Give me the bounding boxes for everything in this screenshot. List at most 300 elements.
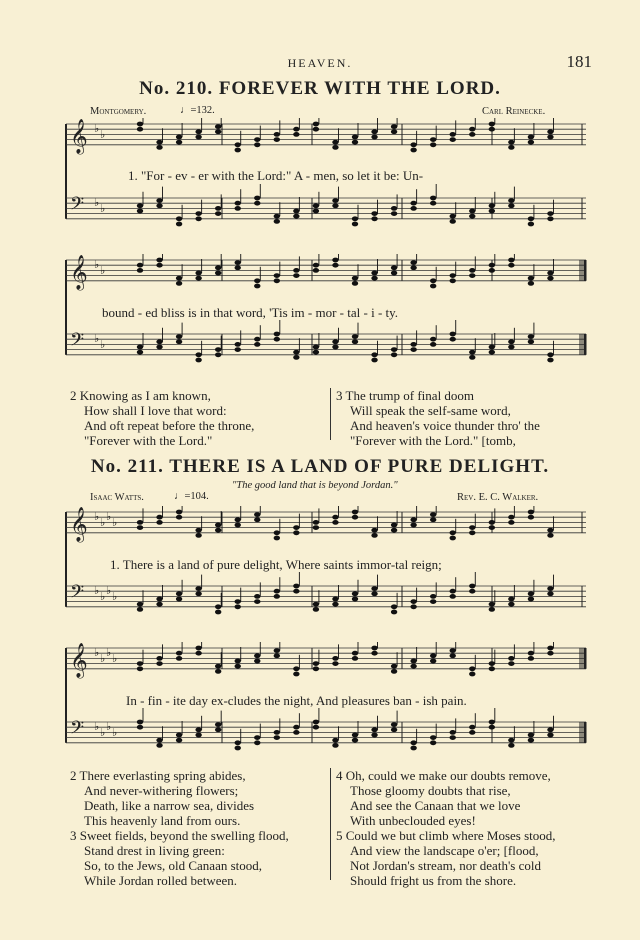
note-head xyxy=(508,140,514,145)
note-head xyxy=(547,352,553,357)
note-head xyxy=(156,345,162,350)
verse-line: With unbeclouded eyes! xyxy=(350,813,476,828)
note-head xyxy=(195,727,201,732)
note-head xyxy=(235,260,241,265)
verse-line: "Forever with the Lord." [tomb, xyxy=(350,433,516,448)
note-head xyxy=(176,656,182,661)
note-head xyxy=(254,337,260,342)
note-head xyxy=(176,651,182,656)
note-head xyxy=(450,219,456,224)
note-head xyxy=(313,525,319,530)
flat-sign: ♭ xyxy=(100,652,106,665)
note-head xyxy=(137,203,143,208)
flat-sign: ♭ xyxy=(100,516,106,529)
note-head xyxy=(274,730,280,735)
note-head xyxy=(489,666,495,671)
note-head xyxy=(313,263,319,268)
note-head xyxy=(391,727,397,732)
note-head xyxy=(274,273,280,278)
note-head xyxy=(489,209,495,214)
bass-clef-icon: 𝄢 xyxy=(70,718,85,743)
note-head xyxy=(195,533,201,538)
note-head xyxy=(235,342,241,347)
note-head xyxy=(235,746,241,751)
note-head xyxy=(469,355,475,360)
verse-line: And heaven's voice thunder thro' the xyxy=(350,418,540,433)
note-head xyxy=(410,265,416,270)
note-head xyxy=(137,122,143,127)
note-head xyxy=(371,276,377,281)
note-head xyxy=(176,738,182,743)
verse-line: Will speak the self-same word, xyxy=(350,403,511,418)
note-head xyxy=(352,216,358,221)
verse-line: 2 Knowing as I am known, xyxy=(70,388,211,403)
bass-clef-icon: 𝄢 xyxy=(70,330,85,355)
note-head xyxy=(235,142,241,147)
note-head xyxy=(235,148,241,153)
note-head xyxy=(450,536,456,541)
hymn-211-verse-4 xyxy=(336,768,551,828)
note-head xyxy=(293,127,299,132)
note-head xyxy=(176,339,182,344)
note-head xyxy=(391,206,397,211)
note-head xyxy=(410,347,416,352)
note-head xyxy=(352,656,358,661)
note-head xyxy=(176,222,182,227)
note-head xyxy=(215,722,221,727)
note-head xyxy=(410,523,416,528)
note-head xyxy=(332,203,338,208)
note-head xyxy=(547,533,553,538)
note-head xyxy=(450,653,456,658)
note-head xyxy=(528,651,534,656)
note-head xyxy=(293,666,299,671)
note-head xyxy=(332,140,338,145)
note-head xyxy=(352,597,358,602)
note-head xyxy=(332,345,338,350)
note-head xyxy=(156,145,162,150)
note-head xyxy=(195,586,201,591)
note-head xyxy=(215,528,221,533)
note-head xyxy=(235,265,241,270)
note-head xyxy=(391,265,397,270)
note-head xyxy=(547,271,553,276)
note-head xyxy=(547,528,553,533)
note-head xyxy=(137,607,143,612)
note-head xyxy=(313,725,319,730)
note-head xyxy=(313,520,319,525)
note-head xyxy=(156,743,162,748)
treble-clef-icon: 𝄞 xyxy=(70,643,88,678)
note-head xyxy=(235,201,241,206)
note-head xyxy=(215,669,221,674)
note-head xyxy=(489,122,495,127)
note-head xyxy=(293,730,299,735)
note-head xyxy=(450,332,456,337)
verse-line: Death, like a narrow sea, divides xyxy=(84,798,255,813)
note-head xyxy=(547,129,553,134)
note-head xyxy=(254,137,260,142)
note-head xyxy=(489,725,495,730)
flat-sign: ♭ xyxy=(106,646,112,659)
note-head xyxy=(332,738,338,743)
note-head xyxy=(352,510,358,515)
note-head xyxy=(450,730,456,735)
note-head xyxy=(137,350,143,355)
note-head xyxy=(195,528,201,533)
note-head xyxy=(274,536,280,541)
note-head xyxy=(274,648,280,653)
note-head xyxy=(332,661,338,666)
note-head xyxy=(469,268,475,273)
note-head xyxy=(469,672,475,677)
note-head xyxy=(215,347,221,352)
note-head xyxy=(469,350,475,355)
note-head xyxy=(137,525,143,530)
note-head xyxy=(195,352,201,357)
treble-clef-icon: 𝄞 xyxy=(70,507,88,542)
hymn-211-epigraph: "The good land that is beyond Jordan." xyxy=(232,480,398,491)
note-head xyxy=(332,198,338,203)
note-head xyxy=(293,214,299,219)
note-head xyxy=(156,140,162,145)
note-head xyxy=(352,334,358,339)
note-head xyxy=(391,211,397,216)
note-head xyxy=(371,591,377,596)
note-head xyxy=(469,132,475,137)
hymn-210-verse-3 xyxy=(336,388,540,448)
note-head xyxy=(547,211,553,216)
note-head xyxy=(254,278,260,283)
note-head xyxy=(450,137,456,142)
flat-sign: ♭ xyxy=(94,510,100,523)
note-head xyxy=(469,589,475,594)
note-head xyxy=(508,145,514,150)
note-head xyxy=(274,735,280,740)
note-head xyxy=(195,211,201,216)
note-head xyxy=(410,604,416,609)
note-head xyxy=(508,203,514,208)
note-head xyxy=(274,137,280,142)
note-head xyxy=(332,520,338,525)
note-head xyxy=(176,216,182,221)
note-head xyxy=(235,604,241,609)
note-head xyxy=(156,515,162,520)
note-head xyxy=(450,337,456,342)
note-head xyxy=(137,209,143,214)
note-head xyxy=(547,586,553,591)
note-head xyxy=(215,271,221,276)
note-head xyxy=(313,661,319,666)
note-head xyxy=(137,720,143,725)
note-head xyxy=(489,203,495,208)
note-head xyxy=(332,258,338,263)
note-head xyxy=(274,278,280,283)
bass-clef-icon: 𝄢 xyxy=(70,582,85,607)
verse-line: 4 Oh, could we make our doubts remove, xyxy=(336,768,551,783)
note-head xyxy=(547,135,553,140)
note-head xyxy=(450,735,456,740)
note-head xyxy=(254,735,260,740)
note-head xyxy=(410,664,416,669)
note-head xyxy=(254,659,260,664)
note-head xyxy=(176,281,182,286)
verse-divider xyxy=(330,768,331,880)
note-head xyxy=(528,738,534,743)
note-head xyxy=(195,135,201,140)
note-head xyxy=(410,599,416,604)
note-head xyxy=(332,515,338,520)
verse-line: 2 There everlasting spring abides, xyxy=(70,768,246,783)
hymn-211-verse-3 xyxy=(70,828,289,888)
note-head xyxy=(528,656,534,661)
note-head xyxy=(371,727,377,732)
note-head xyxy=(450,530,456,535)
note-head xyxy=(332,743,338,748)
note-head xyxy=(195,651,201,656)
note-head xyxy=(391,528,397,533)
note-head xyxy=(489,345,495,350)
flat-sign: ♭ xyxy=(94,332,100,345)
note-head xyxy=(489,602,495,607)
hymn-210-lyrics-2: bound - ed bliss is in that word, 'Tis im - mor - tal - i - ty. xyxy=(102,305,399,320)
note-head xyxy=(469,273,475,278)
note-head xyxy=(469,584,475,589)
verse-line: 3 The trump of final doom xyxy=(336,388,475,403)
note-head xyxy=(352,339,358,344)
note-head xyxy=(352,222,358,227)
note-head xyxy=(371,646,377,651)
hymn-210-verse-2 xyxy=(70,388,254,448)
note-head xyxy=(528,222,534,227)
note-head xyxy=(352,591,358,596)
note-head xyxy=(391,129,397,134)
note-head xyxy=(293,525,299,530)
note-head xyxy=(469,525,475,530)
note-head xyxy=(176,515,182,520)
note-head xyxy=(391,604,397,609)
note-head xyxy=(371,733,377,738)
note-head xyxy=(215,604,221,609)
note-head xyxy=(313,209,319,214)
note-head xyxy=(215,523,221,528)
note-head xyxy=(528,334,534,339)
note-head xyxy=(410,740,416,745)
note-head xyxy=(313,602,319,607)
verse-line: While Jordan rolled between. xyxy=(84,873,238,888)
note-head xyxy=(176,334,182,339)
verse-divider xyxy=(330,388,331,440)
note-head xyxy=(293,268,299,273)
note-head xyxy=(254,517,260,522)
note-head xyxy=(469,530,475,535)
verse-line: 5 Could we but climb where Moses stood, xyxy=(336,828,556,843)
page-number: 181 xyxy=(566,52,592,71)
note-head xyxy=(528,135,534,140)
flat-sign: ♭ xyxy=(100,202,106,215)
note-head xyxy=(332,656,338,661)
flat-sign: ♭ xyxy=(94,122,100,135)
flat-sign: ♭ xyxy=(94,196,100,209)
verse-line: And view the landscape o'er; [flood, xyxy=(350,843,539,858)
hymn-211-verse-2 xyxy=(70,768,254,828)
note-head xyxy=(332,145,338,150)
note-head xyxy=(430,278,436,283)
note-head xyxy=(371,211,377,216)
note-head xyxy=(489,127,495,132)
note-head xyxy=(352,140,358,145)
note-head xyxy=(313,720,319,725)
note-head xyxy=(215,129,221,134)
note-head xyxy=(352,281,358,286)
note-head xyxy=(332,339,338,344)
note-head xyxy=(508,198,514,203)
note-head xyxy=(528,276,534,281)
note-head xyxy=(508,738,514,743)
note-head xyxy=(391,610,397,615)
note-head xyxy=(430,284,436,289)
note-head xyxy=(508,263,514,268)
hymn-210-composer: Carl Reinecke. xyxy=(482,106,546,117)
note-head xyxy=(293,530,299,535)
note-head xyxy=(469,127,475,132)
flat-sign: ♭ xyxy=(112,516,118,529)
note-head xyxy=(371,358,377,363)
note-head xyxy=(508,602,514,607)
hymn-211-lyrics-2: In - fin - ite day ex-cludes the night, And pleasures ban - ish pain. xyxy=(126,693,467,708)
verse-line: Stand drest in living green: xyxy=(84,843,225,858)
note-head xyxy=(137,520,143,525)
note-head xyxy=(274,219,280,224)
note-head xyxy=(195,646,201,651)
flat-sign: ♭ xyxy=(100,264,106,277)
note-head xyxy=(371,216,377,221)
note-head xyxy=(410,148,416,153)
note-head xyxy=(156,258,162,263)
note-head xyxy=(176,140,182,145)
note-head xyxy=(450,648,456,653)
note-head xyxy=(156,203,162,208)
note-head xyxy=(137,661,143,666)
note-head xyxy=(254,512,260,517)
note-head xyxy=(235,517,241,522)
note-head xyxy=(332,263,338,268)
note-head xyxy=(528,281,534,286)
note-head xyxy=(391,124,397,129)
note-head xyxy=(352,733,358,738)
flat-sign: ♭ xyxy=(112,590,118,603)
note-head xyxy=(235,659,241,664)
note-head xyxy=(410,342,416,347)
note-head xyxy=(195,216,201,221)
note-head xyxy=(508,743,514,748)
hymn-211-tempo: ♩=104. xyxy=(174,491,209,502)
verse-line: Should fright us from the shore. xyxy=(350,873,517,888)
note-head xyxy=(371,271,377,276)
note-head xyxy=(156,597,162,602)
note-head xyxy=(371,586,377,591)
flat-sign: ♭ xyxy=(94,258,100,271)
note-head xyxy=(528,339,534,344)
bass-clef-icon: 𝄢 xyxy=(70,194,85,219)
hymn-211-title: No. 211. THERE IS A LAND OF PURE DELIGHT. xyxy=(90,456,550,477)
note-head xyxy=(528,140,534,145)
note-head xyxy=(371,129,377,134)
note-head xyxy=(508,661,514,666)
note-head xyxy=(313,268,319,273)
note-head xyxy=(195,358,201,363)
note-head xyxy=(547,216,553,221)
verse-line: 3 Sweet fields, beyond the swelling flood, xyxy=(70,828,289,843)
note-head xyxy=(293,209,299,214)
note-head xyxy=(391,664,397,669)
note-head xyxy=(156,520,162,525)
flat-sign: ♭ xyxy=(106,584,112,597)
note-head xyxy=(352,651,358,656)
note-head xyxy=(430,512,436,517)
note-head xyxy=(195,129,201,134)
note-head xyxy=(489,525,495,530)
note-head xyxy=(430,201,436,206)
note-head xyxy=(254,142,260,147)
note-head xyxy=(293,725,299,730)
note-head xyxy=(254,740,260,745)
note-head xyxy=(450,273,456,278)
note-head xyxy=(293,132,299,137)
hymn-210-title: No. 210. FOREVER WITH THE LORD. xyxy=(139,78,501,99)
note-head xyxy=(528,510,534,515)
note-head xyxy=(352,738,358,743)
note-head xyxy=(195,271,201,276)
note-head xyxy=(371,352,377,357)
note-head xyxy=(156,738,162,743)
note-head xyxy=(430,740,436,745)
note-head xyxy=(547,591,553,596)
hymn-211-lyrics-1: 1. There is a land of pure delight, Where saints immor-tal reign; xyxy=(110,557,442,572)
note-head xyxy=(313,666,319,671)
note-head xyxy=(450,278,456,283)
note-head xyxy=(156,263,162,268)
note-head xyxy=(508,515,514,520)
note-head xyxy=(391,271,397,276)
flat-sign: ♭ xyxy=(94,720,100,733)
note-head xyxy=(430,337,436,342)
note-head xyxy=(547,276,553,281)
section-title: HEAVEN. xyxy=(287,56,353,70)
note-head xyxy=(489,263,495,268)
note-head xyxy=(410,201,416,206)
note-head xyxy=(352,515,358,520)
note-head xyxy=(215,211,221,216)
note-head xyxy=(137,263,143,268)
note-head xyxy=(176,510,182,515)
note-head xyxy=(195,733,201,738)
note-head xyxy=(137,725,143,730)
note-head xyxy=(547,733,553,738)
note-head xyxy=(371,135,377,140)
note-head xyxy=(508,339,514,344)
note-head xyxy=(156,661,162,666)
note-head xyxy=(137,127,143,132)
note-head xyxy=(313,122,319,127)
note-head xyxy=(430,137,436,142)
note-head xyxy=(528,515,534,520)
note-head xyxy=(254,284,260,289)
note-head xyxy=(313,203,319,208)
note-head xyxy=(489,350,495,355)
note-head xyxy=(371,651,377,656)
note-head xyxy=(332,602,338,607)
